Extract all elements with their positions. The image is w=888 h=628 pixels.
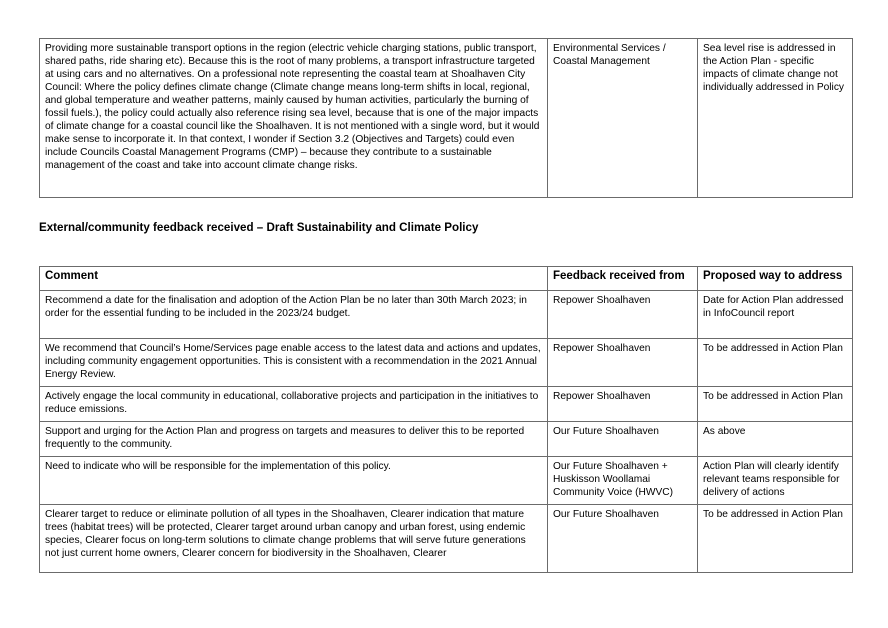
proposed-address-cell: To be addressed in Action Plan (698, 339, 853, 387)
table-row (40, 291, 853, 339)
comment-cell: Actively engage the local community in educational, collaborative projects and participation in the initiatives to reduce emissions. (40, 387, 548, 422)
proposed-address-cell: Date for Action Plan addressed in InfoCouncil report (698, 291, 853, 339)
proposed-address-column-header: Proposed way to address (698, 267, 853, 291)
feedback-from-cell: Our Future Shoalhaven (548, 422, 698, 457)
proposed-address-cell: To be addressed in Action Plan (698, 387, 853, 422)
feedback-from-cell: Our Future Shoalhaven (548, 505, 698, 573)
feedback-from-column-header: Feedback received from (548, 267, 698, 291)
comment-cell: Recommend a date for the finalisation and adoption of the Action Plan be no later than 30th March 2023; in order for the essential funding to be included in the 2023/24 budget. (40, 291, 548, 339)
proposed-address-cell: To be addressed in Action Plan (698, 505, 853, 573)
comment-cell: Clearer target to reduce or eliminate pollution of all types in the Shoalhaven, Clearer indication that mature trees (habitat trees) will be protected, Clearer target around urban canopy and urban forest, using endemic species, Clearer focus on long-term solutions to climate change problems that will serve future generations not just current home owners, Clearer concern for biodiversity in the Shoalhaven, Clearer (40, 505, 548, 573)
community-feedback-table (39, 266, 853, 573)
table-row (40, 339, 853, 387)
comment-cell: We recommend that Council’s Home/Services page enable access to the latest data and actions and updates, including community engagement opportunities. This is consistent with a recommendation in the 2021 Annual Energy Review. (40, 339, 548, 387)
comment-column-header: Comment (40, 267, 548, 291)
table-row (40, 505, 853, 573)
comment-cell: Support and urging for the Action Plan and progress on targets and measures to deliver this to be reported frequently to the community. (40, 422, 548, 457)
section-heading: External/community feedback received – Draft Sustainability and Climate Policy (39, 221, 479, 234)
table-row (40, 387, 853, 422)
proposed-address-cell: Sea level rise is addressed in the Action Plan - specific impacts of climate change not individually addressed in Policy (698, 39, 853, 198)
comment-cell: Need to indicate who will be responsible for the implementation of this policy. (40, 457, 548, 505)
feedback-from-cell: Repower Shoalhaven (548, 291, 698, 339)
comment-cell: Providing more sustainable transport options in the region (electric vehicle charging stations, public transport, shared paths, ride sharing etc). Because this is the root of many problems, a transport infrastructure targeted at using cars and no alternatives. On a professional note representing the coastal team at Shoalhaven City Council: Where the policy defines climate change (Climate change means long-term shifts in local, regional, and global temperature and weather patterns, mainly caused by human activities, particularly the burning of fossil fuels.), the policy could actually also reference rising sea level, because that is one of the major impacts of climate change for a coastal council like the Shoalhaven. It is not mentioned with a single word, but it would make sense to incorporate it. In that context, I wonder if Section 3.2 (Objectives and Targets) could even include Councils Coastal Management Programs (CMP) – because they contribute to a sustainable management of the coast and take into account climate change risks. (40, 39, 548, 198)
table-header-row (40, 267, 853, 291)
feedback-from-cell: Repower Shoalhaven (548, 387, 698, 422)
proposed-address-cell: As above (698, 422, 853, 457)
feedback-from-cell: Environmental Services / Coastal Management (548, 39, 698, 198)
proposed-address-cell: Action Plan will clearly identify relevant teams responsible for delivery of actions (698, 457, 853, 505)
feedback-from-cell: Repower Shoalhaven (548, 339, 698, 387)
table-row (40, 39, 853, 198)
previous-feedback-table (39, 38, 853, 198)
table-row (40, 457, 853, 505)
feedback-from-cell: Our Future Shoalhaven + Huskisson Woollamai Community Voice (HWVC) (548, 457, 698, 505)
table-row (40, 422, 853, 457)
